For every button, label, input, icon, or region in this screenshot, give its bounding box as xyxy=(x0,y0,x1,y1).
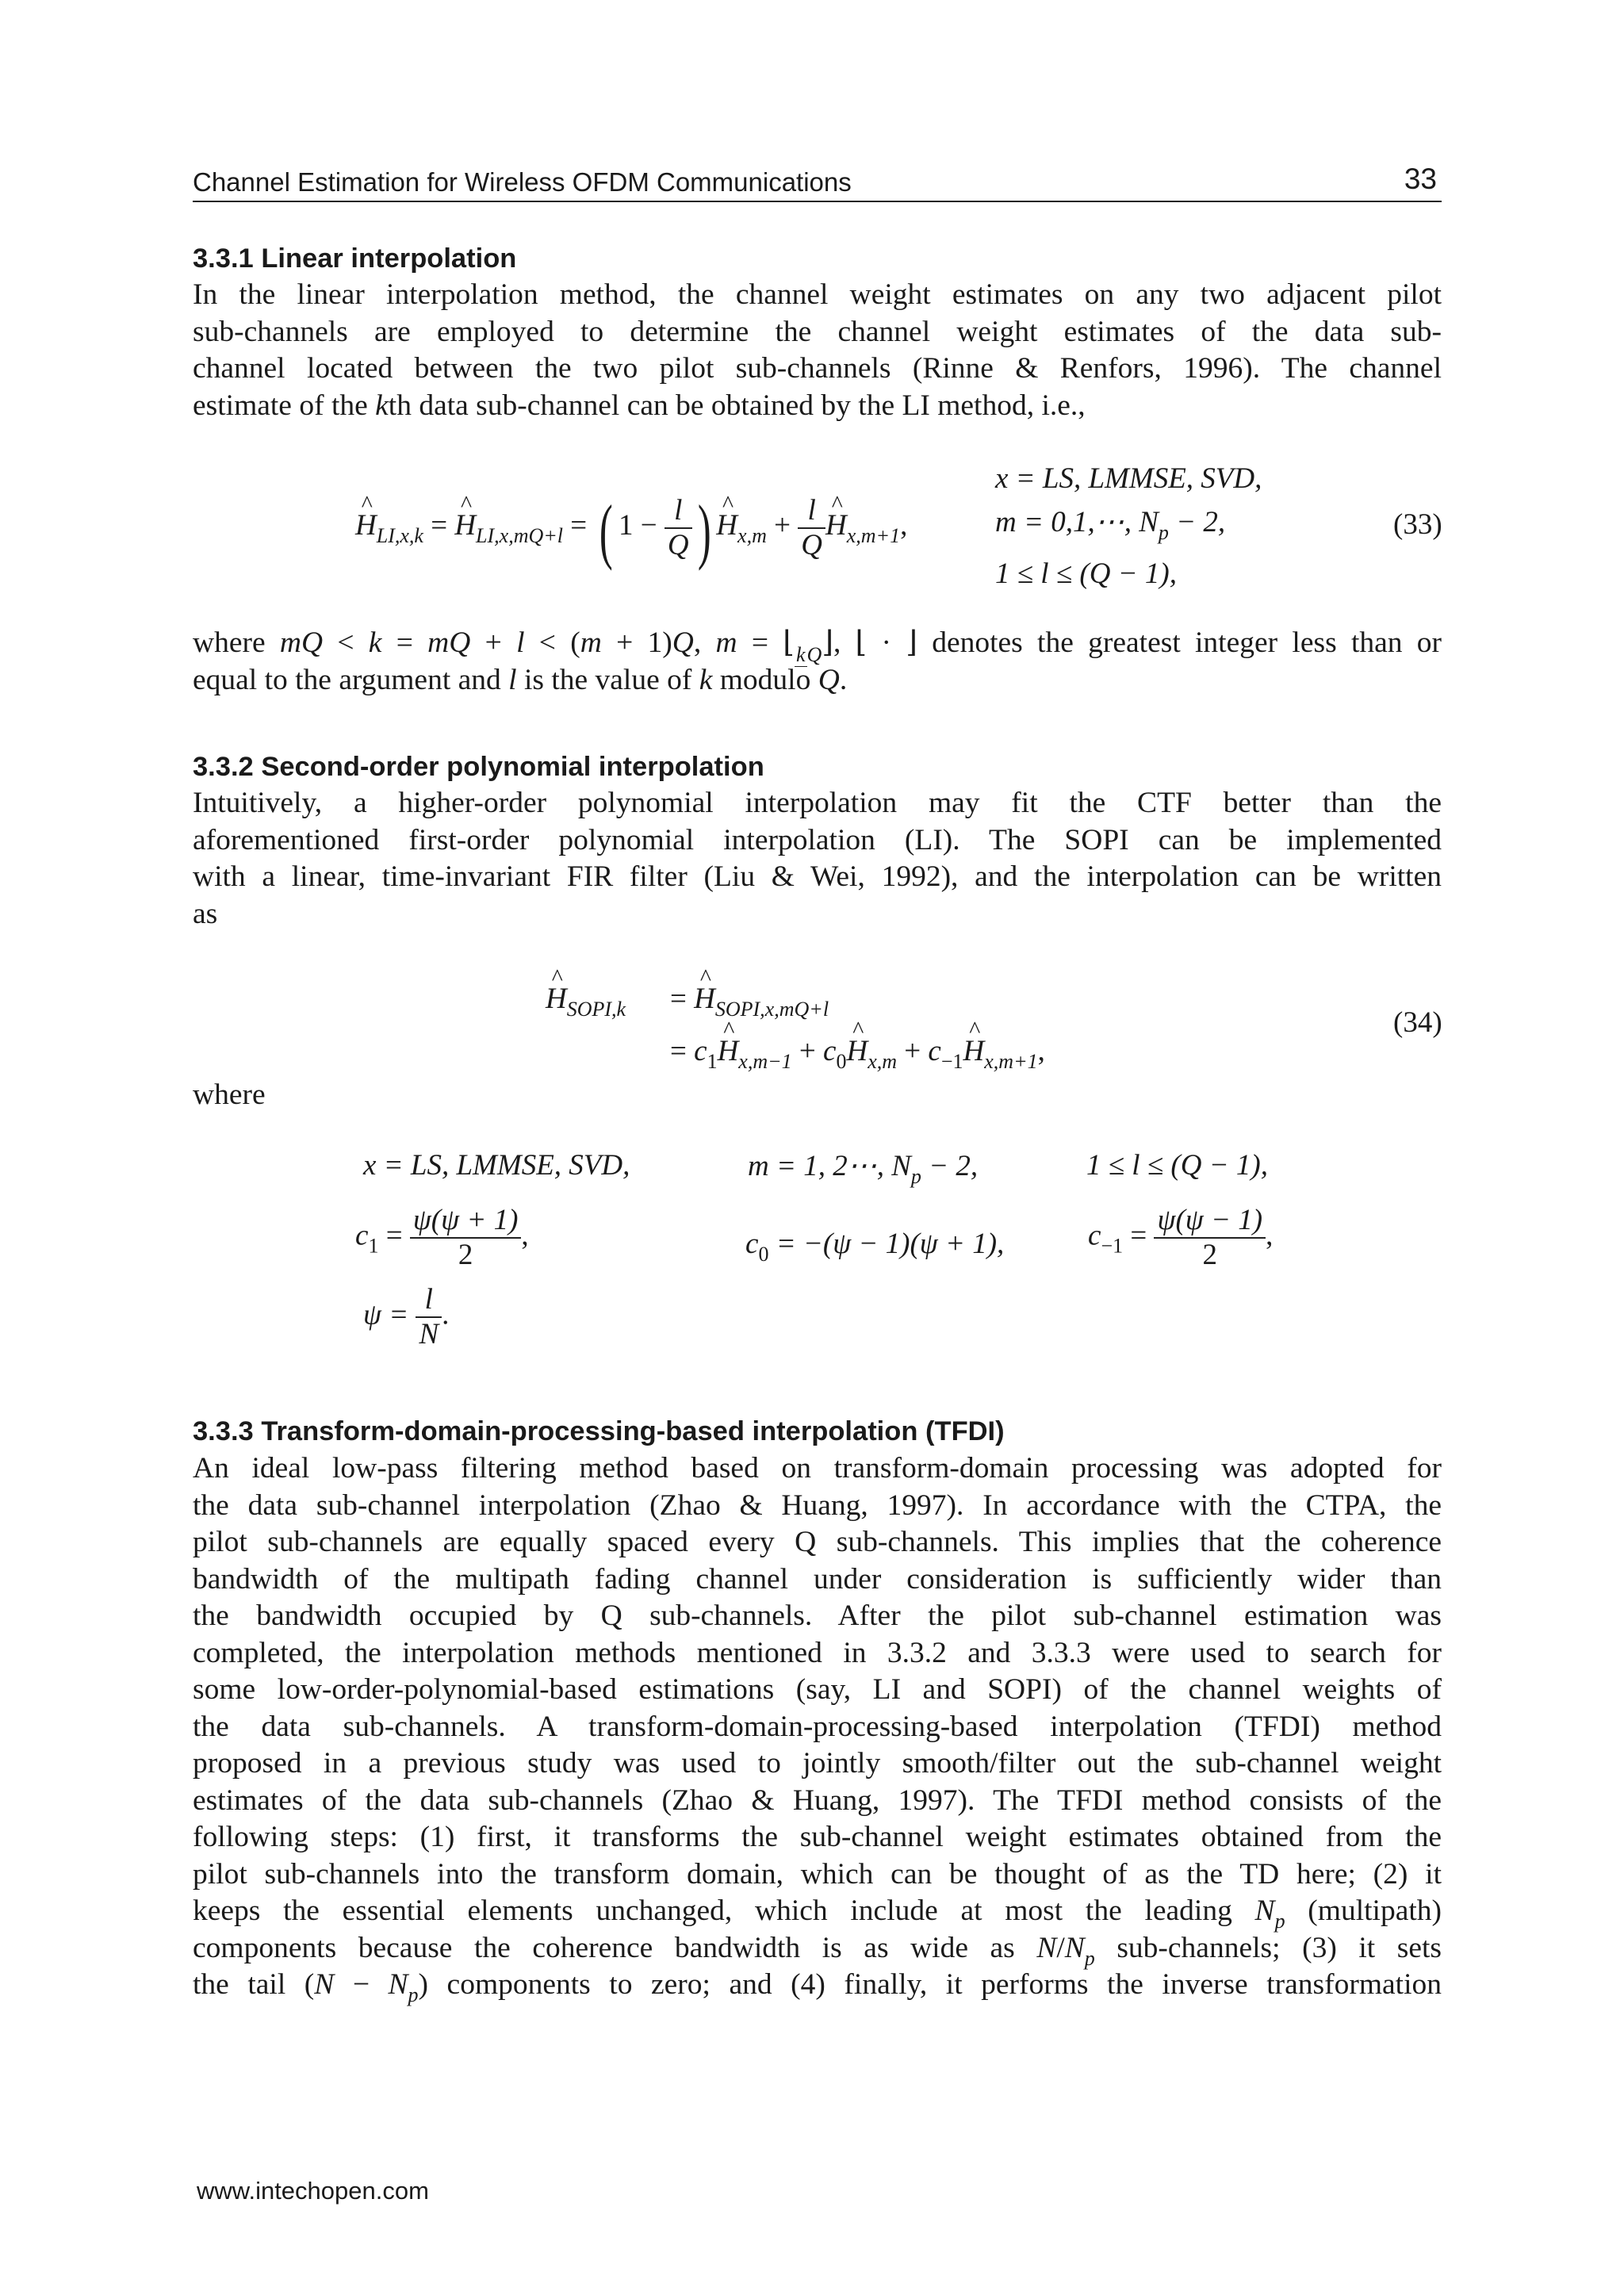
text-line: pilot sub-channels into the transform domain, which can be thought of as the TD here; (2) it xyxy=(193,1857,1442,1891)
equation-33-lhs: ^ $H_{LI,x,k}$ = ^ $H_{LI,x,mQ+l}$ = ( 1 − $\frac{l}{Q}$ )^ $H_{x,m}$ + $\frac{l}{Q}$ ^ $H_{x,m+1}$, xyxy=(355,488,907,573)
definition-x: x = LS, LMMSE, SVD, xyxy=(363,1149,630,1182)
text-line: pilot sub-channels are equally spaced every Q sub-channels. This implies that the coherence xyxy=(193,1526,1442,1558)
definition-c1: $c_1$ = $\frac{\psi(\psi + 1)}{2}$ , xyxy=(355,1204,529,1271)
text-line: channel located between the two pilot sub-channels (Rinne & Renfors, 1996). The channel xyxy=(193,352,1442,385)
where-label: where xyxy=(193,1078,266,1111)
section-heading-3-3-1: 3.3.1 Linear interpolation xyxy=(193,243,517,274)
text-line: proposed in a previous study was used to jointly smooth/filter out the sub-channel weight xyxy=(193,1747,1442,1780)
text-line: the tail $(N - N_p)$ components to zero; and (4) finally, it performs the inverse transformation xyxy=(193,1968,1442,2006)
paragraph-3-3-1 xyxy=(193,277,1442,424)
page-number: 33 xyxy=(1404,163,1437,195)
footer-url: www.intechopen.com xyxy=(197,2177,429,2205)
text-line: aforementioned first-order polynomial interpolation (LI). The SOPI can be implemented xyxy=(193,823,1442,856)
paragraph-3-3-2 xyxy=(193,785,1442,933)
section-heading-3-3-2: 3.3.2 Second-order polynomial interpolation xyxy=(193,752,764,782)
header-rule xyxy=(193,201,1442,202)
paragraph-3-3-3 xyxy=(193,1450,1442,2004)
equation-33-condition: 1 ≤ l ≤ (Q − 1), xyxy=(995,557,1177,590)
text-line: as xyxy=(193,897,218,930)
text-line: In the linear interpolation method, the channel weight estimates on any two adjacent pilot xyxy=(193,278,1442,311)
text-line: keeps the essential elements unchanged, which include at most the leading $N_p$ (multipath) xyxy=(193,1894,1442,1933)
text-line: some low-order-polynomial-based estimations (say, LI and SOPI) of the channel weights of xyxy=(193,1673,1442,1706)
text-line: following steps: (1) first, it transforms the sub-channel weight estimates obtained from the xyxy=(193,1821,1442,1853)
definition-m: m = 1, 2⋯, $N_p - 2$, xyxy=(748,1150,979,1188)
text-line: the data sub-channel interpolation (Zhao & Huang, 1997). In accordance with the CTPA, the xyxy=(193,1488,1442,1522)
paragraph-eq33-where xyxy=(193,625,1442,699)
equation-number-34: (34) xyxy=(1393,1006,1442,1039)
definition-c-minus-1: $c_{-1}$ = $\frac{\psi(\psi - 1)}{2}$ , xyxy=(1088,1204,1274,1271)
equation-34-line1: ^ $H_{SOPI,k}$ xyxy=(546,982,626,1021)
text-line: estimate of the kth data sub-channel can be obtained by the LI method, i.e., xyxy=(193,389,1086,422)
text-line: An ideal low-pass filtering method based on transform-domain processing was adopted for xyxy=(193,1452,1442,1485)
text-line: components because the coherence bandwidth is as wide as $N/N_p$ sub-channels; (3) it sets xyxy=(193,1931,1442,1970)
text-line: with a linear, time-invariant FIR filter (Liu & Wei, 1992), and the interpolation can be written xyxy=(193,860,1442,893)
equation-33-condition: x = LS, LMMSE, SVD, xyxy=(995,462,1262,495)
equation-number-33: (33) xyxy=(1393,508,1442,541)
section-heading-3-3-3: 3.3.3 Transform-domain-processing-based interpolation (TFDI) xyxy=(193,1416,1005,1446)
text-line: where mQ < k = mQ + l < (m + 1)Q, $m = ⌊_{kQ}⌋$, ⌊ · ⌋ denotes the greatest integer less than or xyxy=(193,626,1442,666)
text-line: Intuitively, a higher-order polynomial interpolation may fit the CTF better than the xyxy=(193,787,1442,819)
definition-c0: $c_0 = -(\psi - 1)(\psi + 1)$, xyxy=(745,1228,1005,1266)
definition-psi: ψ = $\frac{l}{N}$ . xyxy=(363,1283,450,1350)
text-line: sub-channels are employed to determine the channel weight estimates of the data sub- xyxy=(193,315,1442,348)
text-line: bandwidth of the multipath fading channel under consideration is sufficiently wider than xyxy=(193,1562,1442,1596)
equation-33-condition: m = 0,1,⋯, $N_p - 2$, xyxy=(995,506,1226,544)
text-line: completed, the interpolation methods mentioned in 3.3.2 and 3.3.3 were used to search for xyxy=(193,1636,1442,1669)
equation-34-line2: = $c_1\^{}$ $H_{x,m-1}$ + $c_0\^{}$ $H_{x,m}$ + $c_{-1}\^{}$ $H_{x,m+1}$, xyxy=(670,1034,1045,1074)
equation-34-line1-rhs: = ^ $H_{SOPI,x,mQ+l}$ xyxy=(670,982,829,1021)
text-line: estimates of the data sub-channels (Zhao & Huang, 1997). The TFDI method consists of the xyxy=(193,1783,1442,1817)
text-line: equal to the argument and l is the value of k modulo Q. xyxy=(193,663,848,696)
text-line: the data sub-channels. A transform-domain-processing-based interpolation (TFDI) method xyxy=(193,1710,1442,1743)
running-title: Channel Estimation for Wireless OFDM Communications xyxy=(193,167,852,197)
definition-l: 1 ≤ l ≤ (Q − 1), xyxy=(1086,1149,1268,1182)
text-line: the bandwidth occupied by Q sub-channels. After the pilot sub-channel estimation was xyxy=(193,1599,1442,1632)
